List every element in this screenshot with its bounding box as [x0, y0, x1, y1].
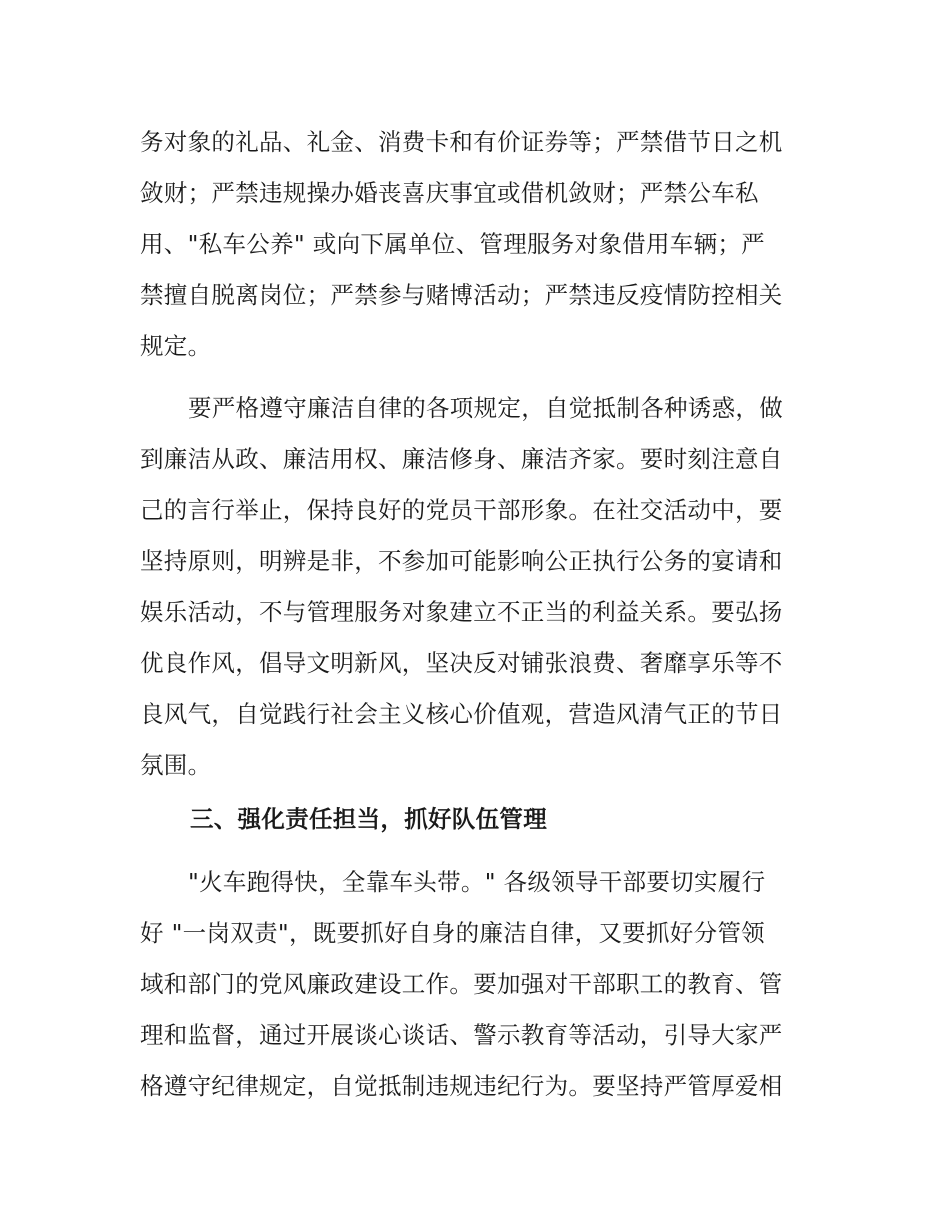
text-line: 己的言行举止，保持良好的党员干部形象。在社交活动中，要 — [140, 496, 783, 524]
text-line: 好 "一岗双责"，既要抓好自身的廉洁自律，又要抓好分管领 — [140, 919, 765, 947]
text-line: 域和部门的党风廉政建设工作。要加强对干部职工的教育、管 — [140, 970, 783, 998]
text-line: 氛围。 — [140, 751, 212, 779]
text-line: 禁擅自脱离岗位；严禁参与赌博活动；严禁违反疫情防控相关 — [140, 281, 783, 309]
text-line: 敛财；严禁违规操办婚丧喜庆事宜或借机敛财；严禁公车私 — [140, 179, 759, 207]
section-heading: 三、强化责任担当，抓好队伍管理 — [190, 805, 547, 833]
text-line: 规定。 — [140, 332, 212, 360]
text-line: 坚持原则，明辨是非，不参加可能影响公正执行公务的宴请和 — [140, 547, 783, 575]
text-line: 要严格遵守廉洁自律的各项规定，自觉抵制各种诱惑，做 — [188, 394, 783, 422]
text-line: 良风气，自觉践行社会主义核心价值观，营造风清气正的节日 — [140, 700, 783, 728]
text-line: 理和监督，通过开展谈心谈话、警示教育等活动，引导大家严 — [140, 1021, 783, 1049]
text-line: 到廉洁从政、廉洁用权、廉洁修身、廉洁齐家。要时刻注意自 — [140, 445, 783, 473]
text-line: 娱乐活动，不与管理服务对象建立不正当的利益关系。要弘扬 — [140, 598, 783, 626]
text-line: 用、"私车公养" 或向下属单位、管理服务对象借用车辆；严 — [140, 230, 765, 258]
text-line: 优良作风，倡导文明新风，坚决反对铺张浪费、奢靡享乐等不 — [140, 649, 783, 677]
text-line: 务对象的礼品、礼金、消费卡和有价证券等；严禁借节日之机 — [140, 128, 783, 156]
text-line: "火车跑得快，全靠车头带。" 各级领导干部要切实履行 — [188, 868, 766, 896]
text-line: 格遵守纪律规定，自觉抵制违规违纪行为。要坚持严管厚爱相 — [140, 1072, 783, 1100]
